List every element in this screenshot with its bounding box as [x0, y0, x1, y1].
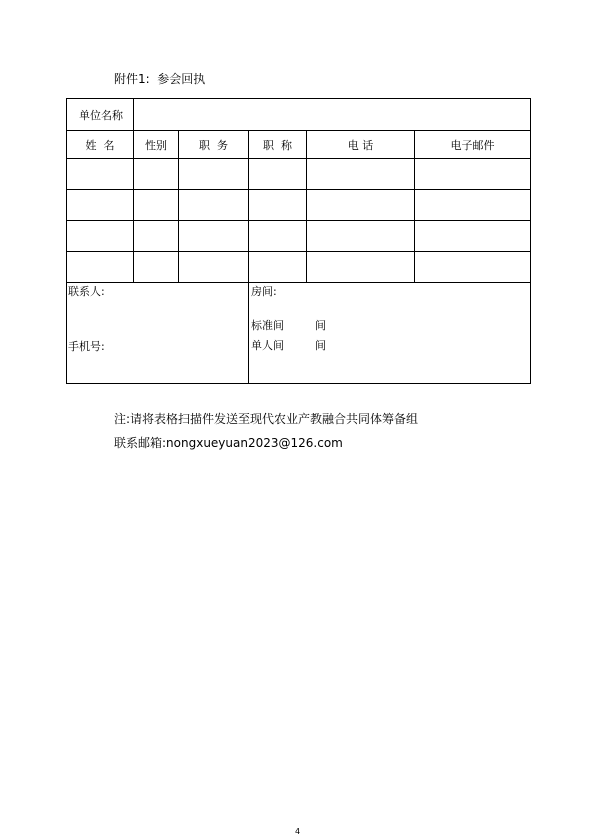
email-cell[interactable]	[415, 252, 531, 283]
email-cell[interactable]	[415, 190, 531, 221]
contact-label: 联系人:	[68, 285, 105, 298]
title-cell[interactable]	[249, 190, 307, 221]
email-cell[interactable]	[415, 221, 531, 252]
note-text: 注:请将表格扫描件发送至现代农业产教融合共同体筹备组	[114, 412, 419, 426]
contact-email-line: 联系邮箱:nongxueyuan2023@126.com	[114, 436, 343, 450]
name-cell[interactable]	[67, 252, 134, 283]
table-row	[67, 159, 531, 190]
header-row	[67, 131, 531, 159]
phone-cell[interactable]	[307, 252, 415, 283]
single-room-unit: 间	[315, 339, 326, 352]
page-number: 4	[294, 827, 301, 836]
gender-cell[interactable]	[134, 252, 179, 283]
position-cell[interactable]	[179, 159, 249, 190]
table-row	[67, 252, 531, 283]
phone-cell[interactable]	[307, 221, 415, 252]
table-row	[67, 221, 531, 252]
bottom-row	[67, 283, 531, 384]
header-title: 职 称	[249, 131, 307, 159]
title-cell[interactable]	[249, 252, 307, 283]
org-row	[67, 99, 531, 131]
phone-cell[interactable]	[307, 159, 415, 190]
mobile-label: 手机号:	[68, 340, 105, 353]
position-cell[interactable]	[179, 190, 249, 221]
room-cell[interactable]	[249, 283, 531, 384]
gender-cell[interactable]	[134, 221, 179, 252]
org-name-field[interactable]	[134, 99, 531, 131]
contact-cell[interactable]	[67, 283, 249, 384]
single-room-label: 单人间	[251, 339, 284, 352]
standard-room-unit: 间	[315, 319, 326, 332]
title-cell[interactable]	[249, 221, 307, 252]
header-email: 电子邮件	[415, 131, 531, 159]
attachment-title: 附件1: 参会回执	[114, 72, 206, 86]
header-phone: 电 话	[307, 131, 415, 159]
email-cell[interactable]	[415, 159, 531, 190]
name-cell[interactable]	[67, 190, 134, 221]
org-name-label: 单位名称	[67, 99, 134, 131]
name-cell[interactable]	[67, 221, 134, 252]
gender-cell[interactable]	[134, 190, 179, 221]
reply-form-table	[66, 98, 531, 384]
header-gender: 性别	[134, 131, 179, 159]
name-cell[interactable]	[67, 159, 134, 190]
title-cell[interactable]	[249, 159, 307, 190]
room-label: 房间:	[251, 285, 277, 298]
header-position: 职 务	[179, 131, 249, 159]
table-row	[67, 190, 531, 221]
position-cell[interactable]	[179, 252, 249, 283]
phone-cell[interactable]	[307, 190, 415, 221]
header-name: 姓 名	[67, 131, 134, 159]
position-cell[interactable]	[179, 221, 249, 252]
standard-room-label: 标准间	[251, 319, 284, 332]
gender-cell[interactable]	[134, 159, 179, 190]
